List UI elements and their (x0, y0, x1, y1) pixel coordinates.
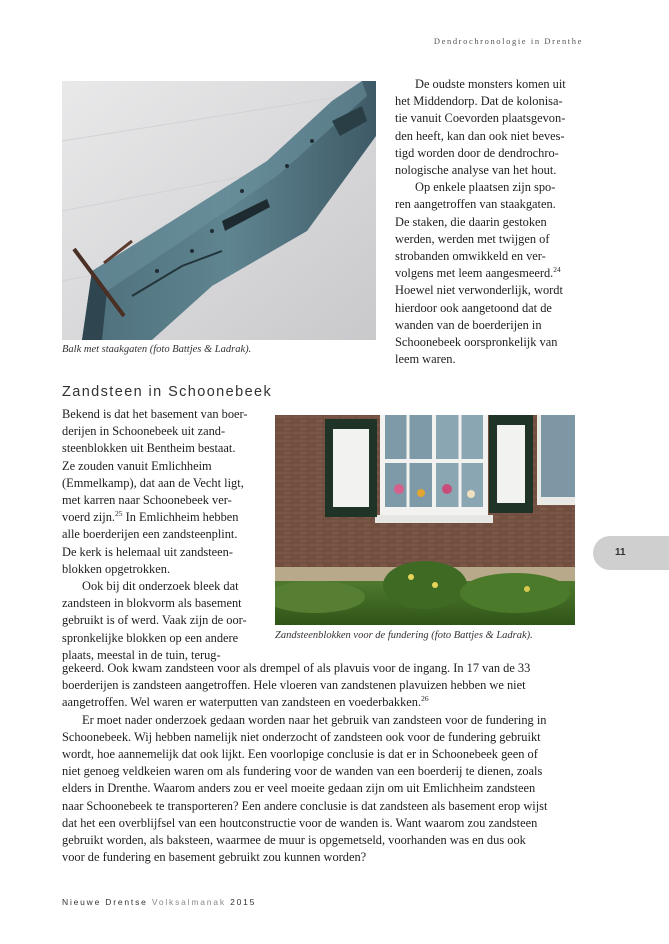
text-line: naar Schoonebeek te transporteren? Een andere conclusie is dat zandsteen als basement erop wijst (62, 798, 548, 813)
text-line: Schoonebeek oorspronkelijk van (395, 335, 558, 350)
text-line: nologische analyse van het hout. (395, 163, 557, 178)
text-line: De kerk is helemaal uit zandsteen- (62, 544, 233, 559)
text-line: (Emmelkamp), dat aan de Vecht ligt, (62, 475, 244, 490)
text-line: spronkelijke blokken op een andere (62, 630, 239, 645)
running-head: Dendrochronologie in Drenthe (433, 36, 583, 46)
text-line: Ook bij dit onderzoek bleek dat (82, 579, 239, 594)
text-span: volgens met leem aangesmeerd. (395, 266, 554, 281)
text-line (395, 265, 576, 282)
text-line: wordt, hoe aannemelijk dat ook lijkt. Een voorlopige conclusie is dat er in Schoonebeek geen of (62, 747, 538, 762)
text-line: boerderijen is zandsteen aangetroffen. Hele vloeren van zandstenen plavuizen hebben we niet (62, 678, 526, 693)
photo-beam (62, 81, 376, 340)
text-line: alle boerderijen een zandsteenplint. (62, 527, 238, 542)
text-line: het Middendorp. Dat de kolonisa- (395, 94, 563, 109)
text-line: tigd worden door de dendrochro- (395, 145, 559, 160)
text-line (62, 694, 576, 711)
text-line: Op enkele plaatsen zijn spo- (415, 180, 556, 195)
text-line: zandsteen in blokvorm als basement (62, 596, 242, 611)
text-line: met karren naar Schoonebeek ver- (62, 493, 232, 508)
text-line: steenblokken uit Bentheim bestaat. (62, 441, 236, 456)
text-line: elders in Drenthe. Waarom anders zou er veel moeite gedaan zijn om uit Emlichheim zandsteen (62, 781, 536, 796)
photo-foundation-caption: Zandsteenblokken voor de fundering (foto Battjes & Ladrak). (275, 630, 533, 641)
beam-image (62, 81, 376, 340)
text-span: In Emlichheim hebben (122, 510, 239, 525)
footnote-ref: 26 (421, 694, 429, 704)
column-right (395, 76, 576, 368)
text-line: De staken, die daarin gestoken (395, 214, 547, 229)
text-line: gekeerd. Ook kwam zandsteen voor als drempel of als plavuis voor de ingang. In 17 van de 33 (62, 661, 531, 675)
text-line: Er moet nader onderzoek gedaan worden naar het gebruik van zandsteen voor de fundering in (82, 712, 547, 727)
photo-beam-caption: Balk met staakgaten (foto Battjes & Ladrak). (62, 344, 252, 355)
text-line: werden, werden met twijgen of (395, 231, 550, 246)
column-left (62, 406, 256, 664)
body-full-width (62, 660, 576, 866)
footer-title: Nieuwe Drentse (62, 897, 148, 907)
text-line: gebruikt is of werd. Vaak zijn de oor- (62, 613, 247, 628)
text-line: leem waren. (395, 352, 456, 367)
text-line: wanden van de boerderijen in (395, 317, 542, 332)
text-line: derijen in Schoonebeek uit zand- (62, 424, 226, 439)
footnote-ref: 25 (115, 509, 123, 519)
text-line: Ze zouden vanuit Emlichheim (62, 458, 212, 473)
text-line: den heeft, kan dan ook niet beves- (395, 128, 565, 143)
text-line: tie vanuit Coevorden plaatsgevon- (395, 111, 566, 126)
text-line: niet genoeg veldkeien waren om als fundering voor de wanden van een boerderij te dienen, zoals (62, 764, 543, 779)
text-line: blokken opgetrokken. (62, 561, 171, 576)
footer-volume: Volksalmanak (151, 897, 226, 907)
text-line: ren aangetroffen van staakgaten. (395, 197, 556, 212)
text-span: voerd zijn. (62, 510, 115, 525)
footer (62, 897, 256, 907)
text-line (62, 509, 256, 526)
foundation-image (275, 415, 575, 625)
text-line: hierdoor ook aangetoond dat de (395, 300, 552, 315)
text-span: aangetroffen. Wel waren er waterputten van zandsteen en voederbakken. (62, 695, 422, 710)
photo-foundation (275, 415, 575, 625)
text-line: plaats, meestal in de tuin, terug- (62, 647, 221, 662)
text-line: dat het een overblijfsel van een houtconstructie voor de wanden is. Want waarom zou zandsteen (62, 815, 538, 830)
text-line: gebruikt worden, als baksteen, waarmee de muur is opgemetseld, voorhanden was en dus ook (62, 833, 526, 848)
footer-year: 2015 (230, 897, 257, 907)
page-number: 11 (615, 547, 626, 558)
text-line: De oudste monsters komen uit (415, 77, 566, 91)
text-line: Bekend is dat het basement van boer- (62, 407, 248, 421)
footnote-ref: 24 (553, 265, 561, 275)
text-line: Hoewel niet verwonderlijk, wordt (395, 283, 563, 298)
page-number-tab (593, 536, 669, 570)
text-line: voor de fundering en basement gebruikt zou kunnen worden? (62, 850, 367, 865)
text-line: strobanden omwikkeld en ver- (395, 249, 546, 264)
section-heading: Zandsteen in Schoonebeek (62, 384, 273, 400)
text-line: Schoonebeek. Wij hebben namelijk niet onderzocht of zandsteen ook voor de fundering gebruikt (62, 729, 541, 744)
